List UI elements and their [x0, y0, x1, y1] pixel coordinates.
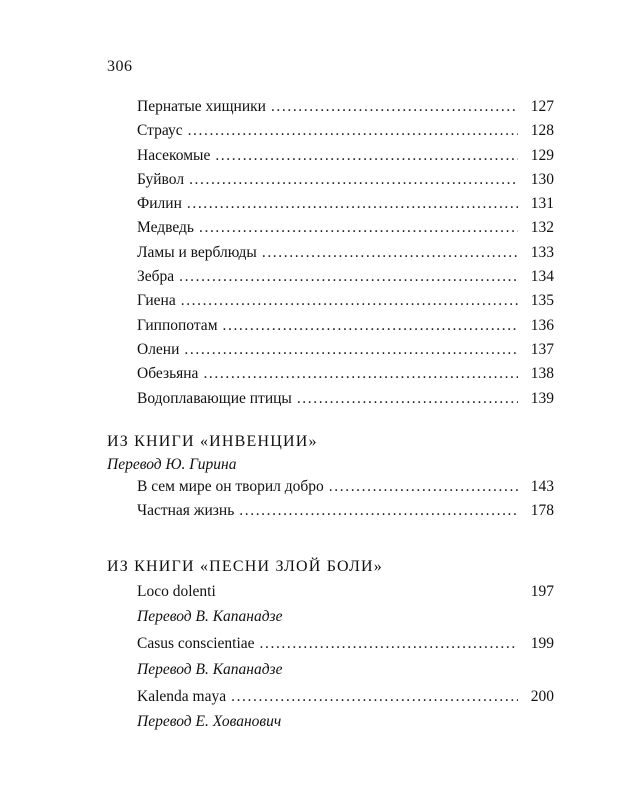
toc-leader-dots [223, 317, 519, 335]
toc-entry-line [137, 583, 554, 607]
toc-entry-page: 131 [530, 195, 554, 213]
toc-list-inventions [137, 478, 554, 527]
toc-leader-dots [179, 268, 518, 286]
toc-entry-title: Буйвол [137, 170, 185, 188]
section-heading: ИЗ КНИГИ «ИНВЕНЦИИ» [107, 433, 318, 450]
toc-leader-dots [184, 341, 518, 359]
toc-entry [137, 390, 554, 414]
toc-entry-page: 138 [530, 365, 554, 383]
toc-entry-title: Обезьяна [137, 365, 199, 383]
toc-entry-title: Casus conscientiae [137, 635, 255, 653]
toc-leader-dots [181, 292, 518, 310]
toc-entry-title: Ламы и верблюды [137, 243, 257, 261]
toc-entry-page: 130 [530, 170, 554, 188]
toc-leader-dots [231, 688, 518, 706]
toc-entry [137, 98, 554, 122]
toc-leader-dots [271, 98, 518, 116]
toc-leader-dots [260, 635, 518, 653]
toc-leader-dots [199, 219, 518, 237]
toc-list-animals [137, 98, 554, 414]
toc-entry-title: Гиена [137, 292, 176, 310]
toc-entry-page: 133 [530, 243, 554, 261]
toc-leader-dots [239, 502, 518, 520]
toc-entry [137, 635, 554, 679]
toc-leader-dots [189, 171, 518, 189]
toc-entry-title: Loco dolenti [137, 583, 216, 600]
toc-entry-title: Филин [137, 195, 182, 213]
page-number: 306 [107, 58, 133, 75]
toc-entry-title: Зебра [137, 268, 175, 286]
toc-entry [137, 244, 554, 268]
toc-entry [137, 341, 554, 365]
toc-entry-page: 134 [530, 268, 554, 286]
toc-entry [137, 195, 554, 219]
toc-entry-page: 135 [530, 292, 554, 310]
toc-entry-title: Страус [137, 122, 183, 140]
translator-credit: Перевод В. Капанадзе [137, 660, 283, 678]
toc-leader-dots [329, 478, 518, 496]
toc-entry-page: 197 [530, 583, 554, 600]
toc-leader-dots [262, 244, 518, 262]
toc-leader-dots [215, 147, 518, 165]
toc-entry-page: 129 [530, 146, 554, 164]
toc-entry-title: Частная жизнь [137, 502, 235, 520]
toc-entry-page: 143 [530, 478, 554, 495]
toc-entry [137, 365, 554, 389]
toc-entry-title: Медведь [137, 219, 194, 237]
toc-entry [137, 268, 554, 292]
toc-entry-page: 199 [530, 635, 554, 653]
toc-entry-page: 136 [530, 316, 554, 334]
toc-leader-dots [188, 122, 518, 140]
toc-entry [137, 502, 554, 526]
toc-entry-title: Насекомые [137, 146, 211, 164]
toc-entry [137, 688, 554, 732]
section-heading: ИЗ КНИГИ «ПЕСНИ ЗЛОЙ БОЛИ» [107, 558, 383, 575]
toc-entry-page: 178 [530, 502, 554, 520]
toc-entry-title: Олени [137, 340, 180, 358]
translator-credit: Перевод В. Капанадзе [137, 608, 283, 626]
toc-entry [137, 583, 554, 627]
toc-entry [137, 478, 554, 502]
toc-entry [137, 171, 554, 195]
toc-entry-page: 128 [530, 122, 554, 140]
toc-entry-line [137, 688, 554, 712]
toc-entry-title: Kalenda maya [137, 687, 227, 705]
toc-entry-page: 139 [530, 389, 554, 407]
toc-leader-dots [187, 195, 518, 213]
toc-entry-page: 127 [530, 98, 554, 115]
toc-entry-title: Пернатые хищники [137, 98, 266, 115]
toc-entry [137, 292, 554, 316]
toc-list-songs [137, 583, 554, 740]
toc-entry-title: Гиппопотам [137, 316, 218, 334]
toc-entry-line [137, 635, 554, 659]
translator-credit: Перевод Ю. Гирина [107, 456, 237, 473]
toc-entry-title: В сем мире он творил добро [137, 478, 324, 495]
toc-entry [137, 122, 554, 146]
toc-entry [137, 317, 554, 341]
toc-entry-page: 137 [530, 340, 554, 358]
translator-credit: Перевод Е. Хованович [137, 712, 282, 730]
toc-entry-page: 132 [530, 219, 554, 237]
toc-entry [137, 219, 554, 243]
toc-entry [137, 147, 554, 171]
toc-leader-dots [203, 365, 518, 383]
toc-entry-page: 200 [530, 687, 554, 705]
toc-leader-dots [297, 390, 518, 408]
toc-entry-title: Водоплавающие птицы [137, 389, 292, 407]
